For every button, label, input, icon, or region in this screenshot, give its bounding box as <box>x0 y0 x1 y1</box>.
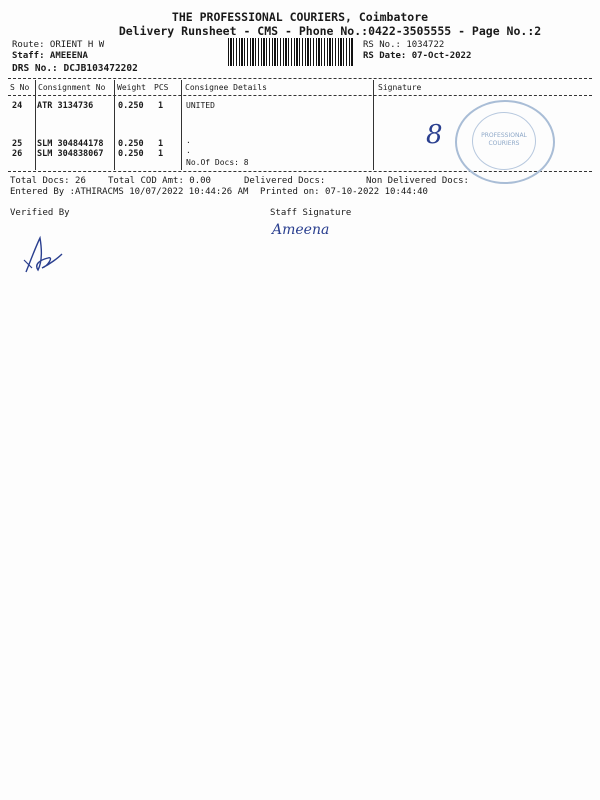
col-header-sno: S No <box>10 83 30 92</box>
row-sno: 25 <box>12 139 23 149</box>
printed-on: Printed on: 07-10-2022 10:44:40 <box>260 187 428 197</box>
staff-label: Staff: AMEEENA <box>12 51 88 61</box>
drs-number: DRS No.: DCJB103472202 <box>12 63 138 74</box>
barcode <box>228 38 353 66</box>
runsheet-title: Delivery Runsheet - CMS - Phone No.:0422-3505555 - Page No.:2 <box>118 24 542 38</box>
rs-number: RS No.: 1034722 <box>363 40 445 50</box>
entered-by: Entered By :ATHIRACMS 10/07/2022 10:44:26 AM <box>10 187 249 197</box>
no-of-docs: No.Of Docs: 8 <box>186 158 249 167</box>
row-sno: 24 <box>12 101 23 111</box>
row-consignee: UNITED <box>186 101 215 110</box>
row-weight: 0.250 <box>118 139 144 149</box>
table-top-rule <box>8 78 592 79</box>
rs-date: RS Date: 07-Oct-2022 <box>363 51 472 61</box>
row-consignment: ATR 3134736 <box>37 101 94 111</box>
route-label: Route: ORIENT H W <box>12 40 105 50</box>
row-pcs: 1 <box>158 139 164 149</box>
signature-mark: 8 <box>426 120 443 150</box>
staff-signature: Ameena <box>272 222 330 238</box>
col-header-consignee: Consignee Details <box>185 83 267 92</box>
row-consignment: SLM 304838067 <box>37 149 104 159</box>
verified-by-label: Verified By <box>10 208 70 218</box>
row-pcs: 1 <box>158 149 164 159</box>
col-header-weight: Weight <box>117 83 146 92</box>
row-sno: 26 <box>12 149 23 159</box>
row-consignment: SLM 304844178 <box>37 139 104 149</box>
row-consignee: . <box>186 146 191 155</box>
table-header-rule <box>8 95 592 96</box>
col-divider <box>373 80 374 170</box>
delivered-docs: Delivered Docs: <box>244 176 326 186</box>
non-delivered-docs: Non Delivered Docs: <box>366 176 469 186</box>
col-divider <box>35 80 36 170</box>
staff-signature-label: Staff Signature <box>270 208 352 218</box>
col-divider <box>181 80 182 170</box>
verified-signature <box>18 232 68 277</box>
total-cod-amount: Total COD Amt: 0.00 <box>108 176 211 186</box>
col-header-signature: Signature <box>378 83 422 92</box>
row-weight: 0.250 <box>118 101 144 111</box>
company-title: THE PROFESSIONAL COURIERS, Coimbatore <box>171 10 429 24</box>
total-docs: Total Docs: 26 <box>10 176 86 186</box>
row-pcs: 1 <box>158 101 164 111</box>
col-header-pcs: PCS <box>154 83 169 92</box>
courier-stamp-text: PROFESSIONAL COURIERS <box>481 132 527 147</box>
col-divider <box>114 80 115 170</box>
row-consignee: . <box>186 136 191 145</box>
col-header-consignment: Consignment No <box>38 83 106 92</box>
row-weight: 0.250 <box>118 149 144 159</box>
